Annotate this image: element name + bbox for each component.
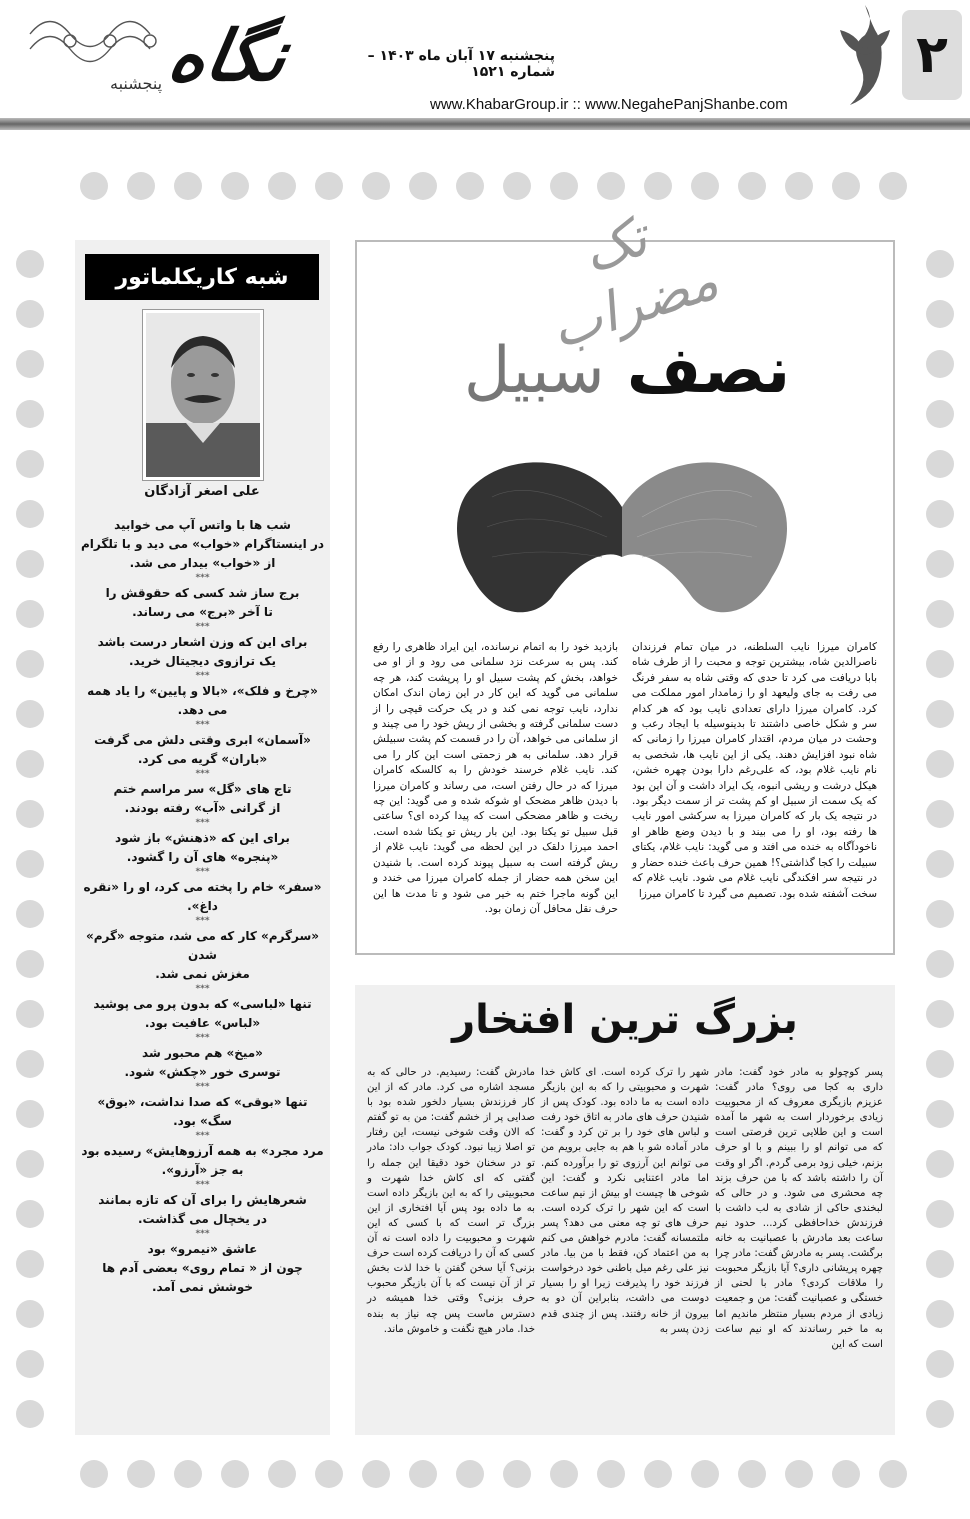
- poem-line: خوشش نمی آمد.: [151, 1280, 253, 1294]
- dateline: پنجشنبه ۱۷ آبان ماه ۱۴۰۳ – شماره ۱۵۲۱: [367, 48, 555, 80]
- dot-icon: [879, 172, 907, 200]
- dot-icon: [832, 172, 860, 200]
- poem-separator: ***: [195, 984, 210, 994]
- poem-line: «لباس» عافیت بود.: [144, 1016, 261, 1030]
- dot-icon: [926, 450, 954, 478]
- poem-line: به جز «آرزو».: [161, 1163, 244, 1177]
- dot-icon: [926, 350, 954, 378]
- poem-line: شعرهایش را برای آن که تازه بمانند: [98, 1193, 307, 1207]
- poem-separator: ***: [195, 1180, 210, 1190]
- dot-icon: [926, 1300, 954, 1328]
- poem-separator: ***: [195, 916, 210, 926]
- poem-separator: ***: [195, 1229, 210, 1239]
- poem-list: [80, 516, 325, 1297]
- poem-line: «سفر» خام را پخته می کرد، او را «نقره داغ».: [83, 880, 322, 913]
- mustache-illustration: [452, 447, 792, 632]
- poem-line: از «خواب» بیدار می شد.: [129, 556, 276, 570]
- poem-line: از گرانی «آب» رفته بودند.: [124, 801, 281, 815]
- dot-icon: [16, 800, 44, 828]
- dot-icon: [926, 500, 954, 528]
- dot-icon: [174, 1460, 202, 1488]
- header-rule: [0, 118, 970, 130]
- article-column-2: شهر را ترک کرده است. ای کاش خدا شهرت و محبوبیتی را که به این بازیگر داده است به ما داده بود. کودک پس از شنیدن حرف های مادر به اتاق خود رفت و لباس های خود را بر تن کرد و گفت: مادر آماده شو با هم به جایی برویم من می توانم این آرزوی تو را برآورده کنم. اما مادر اعتنایی نکرد و گفت: این شوخی ها چیست او بیش از نیم ساعت است که این شهر را ترک کرده است. حرف های تو چه معنی می دهد؟ پسر ملتمسانه گفت: مادرم خواهش می کنم به من اعتماد کن، فقط با من بیا. مادر نیز علی رغم میل باطنی خود درخواست فرزند خود را پذیرفت زیرا او را بسیار دوست می داشت، بنابراین آن دو به بیرون از خانه رفتند. پس از چندی قدم زدن پسر به: [541, 1067, 709, 1335]
- dot-icon: [174, 172, 202, 200]
- poem-line: «چرخ و فلک»، «بالا و پایین» را یاد همه می دهد.: [87, 684, 318, 717]
- dot-icon: [879, 1460, 907, 1488]
- poem: [80, 682, 325, 720]
- poem-line: تاج های «گل» سر مراسم ختم: [113, 782, 292, 796]
- dot-icon: [832, 1460, 860, 1488]
- poem-separator: ***: [195, 1082, 210, 1092]
- article-column-1: پسر کوچولو به مادر خود گفت: مادر داری به کجا می روی؟ مادر گفت: عزیزم بازیگری معروف که از محبوبیت زیادی برخوردار است به شهر ما آمده است و این طلایی ترین فرصتی است که می توانم او را ببینم و با او حرف بزنم، خیلی زود برمی گردم. اگر او وقت آن را داشته باشد که با من حرف بزند چه محشری می شود. و در حالی که لبخندی حاکی از شادی به لب داشت با فرزندش خداحافظی کرد... حدود نیم ساعت بعد مادرش با عصبانیت به خانه برگشت. پسر به مادرش گفت: مادر چرا چهره پریشانی داری؟ آیا بازیگر محبوبت را ملاقات کردی؟ مادر با لحنی از خستگی و عصبانیت گفت: من و جمعیت زیادی از مردم بسیار منتظر ماندیم اما به ما خبر رساندند که او نیم ساعت است که این: [715, 1067, 883, 1350]
- dot-icon: [785, 1460, 813, 1488]
- poem-line: «پنجره» های آن را گشود.: [126, 850, 279, 864]
- dot-icon: [16, 500, 44, 528]
- poem-line: تنها «بوقی» که صدا نداشت، «بوق» سگ» بود.: [97, 1095, 308, 1128]
- poem: [80, 1191, 325, 1229]
- dot-icon: [16, 600, 44, 628]
- poem-separator: ***: [195, 720, 210, 730]
- dot-icon: [926, 950, 954, 978]
- dot-icon: [691, 172, 719, 200]
- dot-icon: [503, 1460, 531, 1488]
- poem-line: شب ها با واتس آپ می خوابید: [114, 518, 291, 532]
- dot-icon: [926, 1250, 954, 1278]
- dot-icon: [127, 1460, 155, 1488]
- poem: [80, 1142, 325, 1180]
- dot-icon: [926, 800, 954, 828]
- article-column-left: بازدید خود را به اتمام نرسانده، این ایراد ظاهری را رفع کند. پس به سرعت نزد سلمانی می رود و از او می خواهد، بخش کم پشت سبیل او را پرپشت کند، هر چه سلمانی می گوید که این کار در این زمان اندک امکان ندارد، نایب توجه نمی کند و در یک حرکت قیچی را از دست سلمانی گرفته و بخشی از ریش خود را می چیند و از سلمانی می خواهد، آن را در قسمت کم پشت سبیلش قرار دهد. سلمانی به هر زحمتی است این کار را می کند. نایب غلام خرسند خودش را به کالسکه کامران میرزا که در حال رفتن است، می رساند و کامران میرزا با دیدن ظاهر مضحک او شوکه شده و می گوید: این چه ریخت و ظاهر مضحکی است که پیدا کرده ای؟ ساعتی قبل سبیل تو یکتا بود. این بار ریش تو یکتا شده است. احمد میرزا دلقک در این لحظه می گوید: نایب غلام از ریش گرفته است به سبیل پیوند کرده است. با شنیدن این سخن همه حضار از جمله کامران میرزا می خندد و این گونه ماجرا ختم به خیر می شود و تا مدت ها این حرف نقل محافل آن زمان بود.: [373, 641, 618, 915]
- masthead: [0, 0, 970, 132]
- dot-icon: [926, 1150, 954, 1178]
- dot-icon: [926, 250, 954, 278]
- poem-separator: ***: [195, 818, 210, 828]
- poem-line: تا آخر «برج» می رساند.: [132, 605, 273, 619]
- dot-icon: [80, 172, 108, 200]
- dot-icon: [691, 1460, 719, 1488]
- author-photo: [143, 310, 263, 480]
- dot-icon: [926, 750, 954, 778]
- dot-icon: [456, 1460, 484, 1488]
- dot-icon: [409, 172, 437, 200]
- dot-icon: [16, 400, 44, 428]
- poem-line: «میخ» هم محبور شد: [142, 1046, 263, 1060]
- article-headline: بزرگ ترین افتخار: [452, 997, 798, 1043]
- poem: [80, 878, 325, 916]
- poem-line: برای این که «ذهنش» باز شود: [115, 831, 290, 845]
- article-greatest-honor: [355, 985, 895, 1435]
- dot-icon: [16, 900, 44, 928]
- dot-icon: [926, 850, 954, 878]
- poem-line: مرد مجرد» به همه آرزوهایش» رسیده بود: [81, 1144, 324, 1158]
- poem-line: تنها «لباسی» که بدون پرو می پوشید: [93, 997, 312, 1011]
- dot-icon: [597, 1460, 625, 1488]
- logo-subtitle: پنجشنبه: [110, 74, 163, 93]
- poem-separator: ***: [195, 671, 210, 681]
- poem-separator: ***: [195, 769, 210, 779]
- poem: [80, 1093, 325, 1131]
- newspaper-logo: [20, 4, 294, 114]
- dot-icon: [644, 1460, 672, 1488]
- dot-icon: [738, 172, 766, 200]
- poem-line: برای این که وزن اشعار درست باشد: [97, 635, 308, 649]
- ornament-icon: [20, 4, 170, 114]
- poem-line: «سرگرم» کار که می شد، متوجه «گرم» شدن: [85, 929, 320, 962]
- poem-line: برج ساز شد کسی که حقوقش را: [105, 586, 300, 600]
- poem: [80, 995, 325, 1033]
- column-title: شبه کاریکلماتور: [85, 254, 319, 300]
- dot-icon: [362, 1460, 390, 1488]
- dot-icon: [926, 1400, 954, 1428]
- dot-icon: [221, 172, 249, 200]
- poem-line: «باران» گریه می کرد.: [137, 752, 268, 766]
- dot-icon: [16, 350, 44, 378]
- logo-text: نگاه: [162, 14, 294, 97]
- dot-icon: [926, 700, 954, 728]
- poem: [80, 1240, 325, 1297]
- poem: [80, 829, 325, 867]
- column-caricature: [75, 240, 330, 1435]
- dot-icon: [16, 1400, 44, 1428]
- portrait-image: [146, 313, 260, 477]
- page-number: ۲: [902, 10, 962, 100]
- poem: [80, 584, 325, 622]
- dot-icon: [16, 450, 44, 478]
- poem-line: توسری خور «چکش» شود.: [124, 1065, 281, 1079]
- dot-icon: [926, 1050, 954, 1078]
- dot-icon: [127, 172, 155, 200]
- dot-icon: [926, 900, 954, 928]
- dot-icon: [80, 1460, 108, 1488]
- dot-icon: [926, 1350, 954, 1378]
- dot-icon: [16, 1200, 44, 1228]
- poem-separator: ***: [195, 867, 210, 877]
- dot-icon: [785, 172, 813, 200]
- dot-icon: [926, 1100, 954, 1128]
- dot-icon: [221, 1460, 249, 1488]
- article-column-3: مادرش گفت: رسیدیم. در حالی که به مسجد اشاره می کرد. مادر که از این کار فرزندش بسیار دلخور شده بود با صدایی پر از خشم گفت: من به تو گفتم که الان وقت شوخی نیست، این رفتار تو اصلا زیبا نبود. کودک جواب داد: مادر تو در سخنان خود دقیقا این جمله را گفتی که ای کاش خدا شهرت و محبوبیتی را که به این بازیگر داده است به ما داده بود پس آیا افتخاری از این بزرگ تر است که با کسی که این شهرت و محبوبیت را داده است نه آن کسی که آن را دریافت کرده است حرف بزنی؟ آیا سخن گفتن با خدا لذت بخش تر از آن نیست که با آن بازیگر محبوب حرف بزنی؟ وقتی خدا همیشه در دسترس ماست پس چه نیاز به بنده خدا. مادر هیچ نگفت و خاموش ماند.: [367, 1067, 535, 1335]
- dot-icon: [926, 1000, 954, 1028]
- poem: [80, 516, 325, 573]
- dot-icon: [16, 1300, 44, 1328]
- poem: [80, 1044, 325, 1082]
- dot-icon: [16, 1250, 44, 1278]
- poem-separator: ***: [195, 1033, 210, 1043]
- dot-icon: [926, 600, 954, 628]
- headline-part2: سبیل: [463, 334, 605, 408]
- dot-icon: [16, 950, 44, 978]
- dot-icon: [16, 1350, 44, 1378]
- phoenix-icon: [820, 0, 910, 118]
- dot-icon: [926, 300, 954, 328]
- website-urls[interactable]: www.KhabarGroup.ir :: www.NegahePanjShanbe.com: [430, 96, 788, 113]
- dot-icon: [738, 1460, 766, 1488]
- poem-separator: ***: [195, 573, 210, 583]
- poem-line: در یخچال می گذاشت.: [138, 1212, 267, 1226]
- dot-icon: [16, 1000, 44, 1028]
- dot-icon: [16, 550, 44, 578]
- dot-icon: [16, 300, 44, 328]
- poem-separator: ***: [195, 1131, 210, 1141]
- dot-icon: [16, 650, 44, 678]
- headline-part1: نصف: [626, 334, 791, 408]
- dot-icon: [16, 1100, 44, 1128]
- dot-icon: [409, 1460, 437, 1488]
- dot-icon: [16, 850, 44, 878]
- poem-line: چون از « تمام روی» بعضی آدم ها: [102, 1261, 303, 1275]
- author-name: علی اصغر آزادگان: [144, 484, 260, 499]
- poem-line: در اینستاگرام «خواب» می دید و با تلگرام: [80, 537, 325, 551]
- poem-separator: ***: [195, 622, 210, 632]
- dot-icon: [268, 1460, 296, 1488]
- poem: [80, 927, 325, 984]
- poem: [80, 731, 325, 769]
- article-half-mustache: [355, 204, 895, 955]
- dot-icon: [926, 400, 954, 428]
- dot-icon: [16, 250, 44, 278]
- dot-icon: [16, 1150, 44, 1178]
- poem: [80, 780, 325, 818]
- dot-icon: [16, 750, 44, 778]
- dot-icon: [268, 172, 296, 200]
- poem-line: یک ترازوی دیجیتال خرید.: [129, 654, 276, 668]
- dot-icon: [16, 1050, 44, 1078]
- article-column-right: کامران میرزا نایب السلطنه، در میان تمام فرزندان ناصرالدین شاه، بیشترین توجه و محبت را از طرف شاه بابا دریافت می کرد تا حدی که وقتی شاه به سفر فرنگ می رفت به جای ولیعهد او را زمامدار امور مملکت می کرد. کامران میرزا دارای تعدادی نایب بود که هر کدام سر و شکل خاصی داشتند تا بدینوسیله با ایجاد رعب و وحشت در میان مردم، اقتدار کامران میرزا را زمانی که شاه نبود افزایش دهند. یکی از این نایب ها، شخصی به نام نایب غلام بود، که علی‌رغم دارا بودن چهره خشن، هیکل درشت و ریشی انبوه، یک ایراد داشت و آن این بود که یک سمت از سبیل او کم پشت تر از سمت دیگر بود. در نتیجه یک بار که کامران میرزا به سرکشی امور نایب ها رفته بود، او را می بیند و با دیدن وضع ظاهر او ناخودآگاه به خنده می افتد و می گوید: نایب غلام، یکتای سبیلت را کجا گذاشتی؟! همین حرف باعث خنده حضار و در نتیجه سر افکندگی نایب غلام می شود. نایب غلام که سخت آشفته شده بود. تصمیم می گیرد تا کامران میرزا: [632, 641, 877, 900]
- dot-icon: [362, 172, 390, 200]
- dot-icon: [315, 1460, 343, 1488]
- dot-icon: [550, 1460, 578, 1488]
- poem-line: عاشق «نیمرو» بود: [147, 1242, 258, 1256]
- dot-icon: [926, 550, 954, 578]
- poem-line: «آسمان» ابری وقتی دلش می گرفت: [94, 733, 311, 747]
- section-kicker: تک مضراب: [542, 204, 726, 362]
- dot-icon: [550, 172, 578, 200]
- article-headline: [457, 334, 797, 408]
- poem-line: مغزش نمی شد.: [155, 967, 250, 981]
- dot-icon: [315, 172, 343, 200]
- dot-icon: [16, 700, 44, 728]
- poem: [80, 633, 325, 671]
- dot-icon: [597, 172, 625, 200]
- dot-icon: [456, 172, 484, 200]
- dot-icon: [503, 172, 531, 200]
- dot-icon: [926, 650, 954, 678]
- dot-icon: [926, 1200, 954, 1228]
